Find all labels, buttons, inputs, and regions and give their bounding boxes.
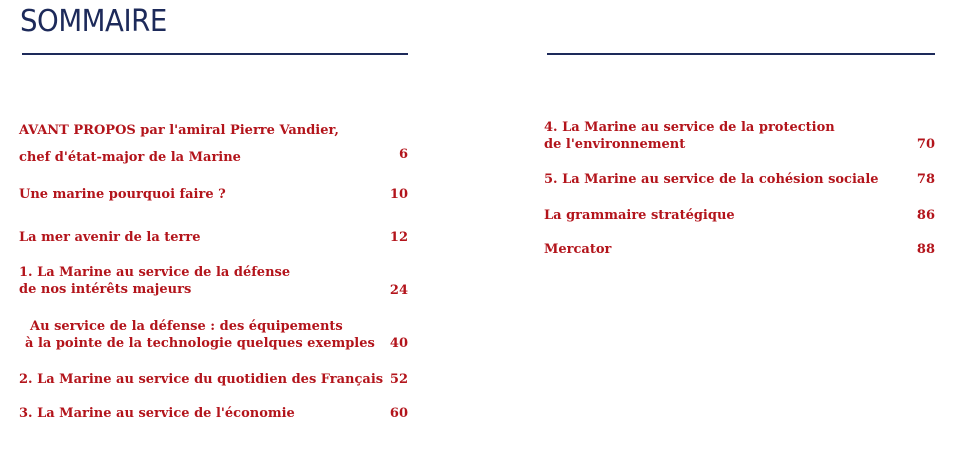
toc-entry-title-line: de nos intérêts majeurs — [19, 282, 192, 297]
toc-entry-une-marine[interactable] — [19, 186, 226, 203]
toc-entry-title-line: 4. La Marine au service de la protection — [544, 120, 835, 135]
toc-entry-title-line: chef d'état-major de la Marine — [19, 150, 241, 165]
page-title: SOMMAIRE — [20, 4, 167, 39]
right-divider — [547, 53, 935, 55]
toc-page-number: 40 — [389, 336, 408, 351]
toc-entry-chapter-4[interactable] — [544, 119, 835, 153]
toc-entry-title-line: AVANT PROPOS par l'amiral Pierre Vandier, — [19, 123, 339, 138]
toc-entry-grammaire[interactable] — [544, 207, 735, 224]
toc-entry-la-mer[interactable] — [19, 229, 201, 246]
toc-page-number: 70 — [916, 137, 935, 152]
toc-entry-avant-propos[interactable] — [19, 122, 339, 166]
toc-entry-title-line: La grammaire stratégique — [544, 208, 735, 223]
toc-entry-title-line: de l'environnement — [544, 137, 686, 152]
toc-entry-title-line: La mer avenir de la terre — [19, 230, 201, 245]
toc-entry-title-line: 2. La Marine au service du quotidien des Français — [19, 372, 384, 387]
toc-page-number: 60 — [389, 406, 408, 421]
toc-entry-title-line: Mercator — [544, 242, 612, 257]
toc-page-number: 10 — [389, 187, 408, 202]
toc-entry-title-line: à la pointe de la technologie quelques exemples — [25, 336, 375, 351]
toc-entry-chapter-2[interactable] — [19, 371, 383, 388]
toc-entry-chapter-5[interactable] — [544, 171, 879, 188]
toc-entry-title-line: Au service de la défense : des équipements — [30, 319, 343, 334]
toc-page-number: 88 — [916, 242, 935, 257]
toc-entry-chapter-3[interactable] — [19, 405, 295, 422]
left-divider — [22, 53, 408, 55]
toc-entry-mercator[interactable] — [544, 241, 611, 258]
toc-entry-equipements[interactable] — [25, 318, 375, 352]
toc-entry-title-line: 5. La Marine au service de la cohésion sociale — [544, 172, 879, 187]
toc-entry-title-line: Une marine pourquoi faire ? — [19, 187, 226, 202]
toc-entry-title-line: 1. La Marine au service de la défense — [19, 265, 291, 280]
toc-page-number: 78 — [916, 172, 935, 187]
toc-page-number: 12 — [389, 230, 408, 245]
toc-page-number: 86 — [916, 208, 935, 223]
toc-page-number: 6 — [398, 147, 408, 162]
toc-page-number: 52 — [389, 372, 408, 387]
toc-entry-title-line: 3. La Marine au service de l'économie — [19, 406, 295, 421]
toc-entry-chapter-1[interactable] — [19, 264, 290, 298]
toc-page-number: 24 — [389, 283, 408, 298]
